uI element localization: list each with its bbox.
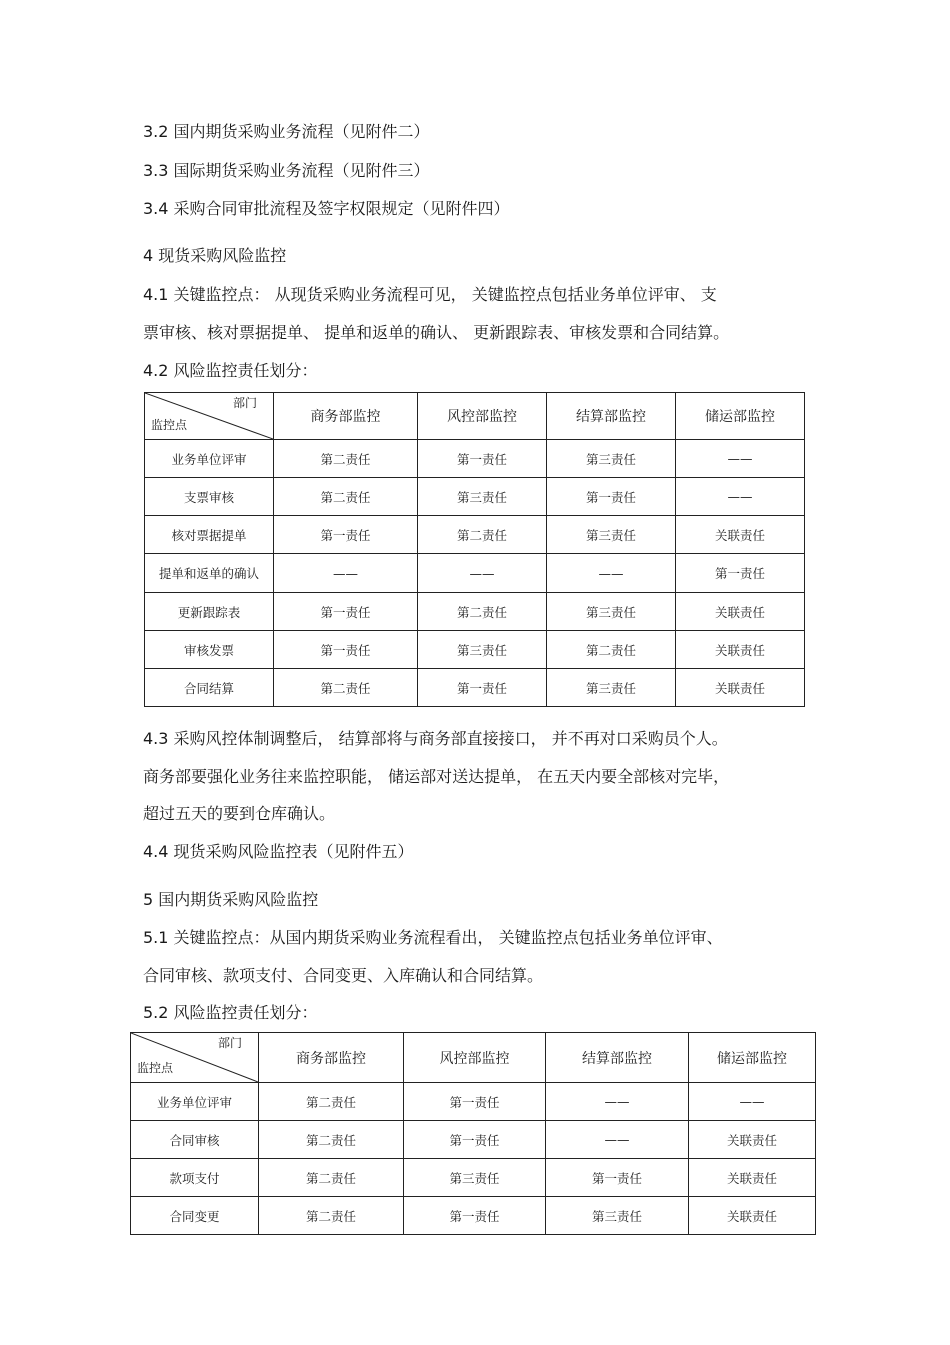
row-label: 提单和返单的确认 bbox=[145, 554, 274, 593]
line-3-3: 3.3 国际期货采购业务流程（见附件三） bbox=[143, 161, 430, 180]
table-cell: 第三责任 bbox=[547, 440, 676, 478]
table-cell: 第二责任 bbox=[418, 516, 547, 554]
table-cell: 第二责任 bbox=[274, 440, 418, 478]
header-cell: 商务部监控 bbox=[274, 393, 418, 440]
table-row bbox=[131, 1121, 816, 1159]
para-5-1-line1: 5.1 关键监控点：从国内期货采购业务流程看出， 关键监控点包括业务单位评审、 bbox=[143, 928, 723, 947]
table-row bbox=[131, 1083, 816, 1121]
table-cell: 关联责任 bbox=[676, 516, 805, 554]
table-header-row bbox=[131, 1033, 816, 1083]
row-label: 合同变更 bbox=[131, 1197, 259, 1235]
para-4-2: 4.2 风险监控责任划分： bbox=[143, 361, 318, 380]
table-cell: 第二责任 bbox=[418, 593, 547, 631]
table-cell: 第三责任 bbox=[404, 1159, 546, 1197]
line-3-2: 3.2 国内期货采购业务流程（见附件二） bbox=[143, 122, 430, 141]
table-cell: 第一责任 bbox=[274, 631, 418, 669]
table-row bbox=[145, 554, 805, 593]
line-3-4: 3.4 采购合同审批流程及签字权限规定（见附件四） bbox=[143, 199, 510, 218]
corner-label-dept: 部门 bbox=[232, 396, 257, 410]
table-cell: —— bbox=[418, 554, 547, 593]
table-cell: 关联责任 bbox=[689, 1197, 816, 1235]
header-cell: 结算部监控 bbox=[546, 1033, 689, 1083]
corner-label-dept: 部门 bbox=[217, 1036, 242, 1050]
table-cell: 关联责任 bbox=[676, 631, 805, 669]
para-4-4: 4.4 现货采购风险监控表（见附件五） bbox=[143, 842, 414, 861]
header-cell: 风控部监控 bbox=[404, 1033, 546, 1083]
header-cell: 风控部监控 bbox=[418, 393, 547, 440]
table-cell: —— bbox=[546, 1083, 689, 1121]
table-cell: 第三责任 bbox=[547, 516, 676, 554]
para-4-1-line1: 4.1 关键监控点： 从现货采购业务流程可见， 关键监控点包括业务单位评审、 支 bbox=[143, 285, 717, 304]
row-label: 业务单位评审 bbox=[145, 440, 274, 478]
risk-table-1 bbox=[144, 392, 805, 707]
table-cell: —— bbox=[546, 1121, 689, 1159]
table-row bbox=[145, 440, 805, 478]
table-row bbox=[145, 631, 805, 669]
table-cell: 第一责任 bbox=[418, 440, 547, 478]
table-cell: 第二责任 bbox=[274, 669, 418, 707]
table-header-row bbox=[145, 393, 805, 440]
table-row bbox=[131, 1197, 816, 1235]
para-5-2: 5.2 风险监控责任划分： bbox=[143, 1003, 318, 1022]
corner-cell bbox=[131, 1033, 259, 1083]
table-cell: —— bbox=[274, 554, 418, 593]
row-label: 合同结算 bbox=[145, 669, 274, 707]
row-label: 款项支付 bbox=[131, 1159, 259, 1197]
corner-label-point: 监控点 bbox=[151, 418, 188, 432]
table-cell: 关联责任 bbox=[689, 1121, 816, 1159]
header-cell: 储运部监控 bbox=[689, 1033, 816, 1083]
table-cell: 第一责任 bbox=[418, 669, 547, 707]
table-row bbox=[145, 516, 805, 554]
row-label: 更新跟踪表 bbox=[145, 593, 274, 631]
table-cell: 关联责任 bbox=[676, 593, 805, 631]
table-row bbox=[145, 593, 805, 631]
section-5-heading: 5 国内期货采购风险监控 bbox=[143, 890, 319, 909]
table-row bbox=[145, 669, 805, 707]
table-cell: 第三责任 bbox=[547, 669, 676, 707]
para-4-3-line2: 商务部要强化业务往来监控职能， 储运部对送达提单， 在五天内要全部核对完毕， bbox=[143, 767, 730, 786]
table-row bbox=[131, 1159, 816, 1197]
table-cell: 第一责任 bbox=[274, 516, 418, 554]
table-cell: 第二责任 bbox=[259, 1121, 404, 1159]
table-cell: 第二责任 bbox=[274, 478, 418, 516]
table-cell: —— bbox=[689, 1083, 816, 1121]
table-cell: 第二责任 bbox=[259, 1159, 404, 1197]
header-cell: 商务部监控 bbox=[259, 1033, 404, 1083]
row-label: 合同审核 bbox=[131, 1121, 259, 1159]
row-label: 支票审核 bbox=[145, 478, 274, 516]
table-cell: 第一责任 bbox=[546, 1159, 689, 1197]
table-cell: 第三责任 bbox=[418, 478, 547, 516]
table-cell: 关联责任 bbox=[676, 669, 805, 707]
table-cell: 第三责任 bbox=[547, 593, 676, 631]
para-4-3-line1: 4.3 采购风控体制调整后， 结算部将与商务部直接接口， 并不再对口采购员个人。 bbox=[143, 729, 728, 748]
para-5-1-line2: 合同审核、款项支付、合同变更、入库确认和合同结算。 bbox=[143, 966, 544, 985]
table-cell: 第二责任 bbox=[259, 1197, 404, 1235]
table-cell: —— bbox=[676, 478, 805, 516]
risk-table-2 bbox=[130, 1032, 816, 1235]
table-cell: —— bbox=[547, 554, 676, 593]
row-label: 核对票据提单 bbox=[145, 516, 274, 554]
corner-label-point: 监控点 bbox=[137, 1061, 174, 1075]
row-label: 业务单位评审 bbox=[131, 1083, 259, 1121]
table-cell: 第一责任 bbox=[676, 554, 805, 593]
table-cell: 第三责任 bbox=[546, 1197, 689, 1235]
section-4-heading: 4 现货采购风险监控 bbox=[143, 246, 287, 265]
table-cell: 第三责任 bbox=[418, 631, 547, 669]
table-cell: —— bbox=[676, 440, 805, 478]
para-4-1-line2: 票审核、核对票据提单、 提单和返单的确认、 更新跟踪表、审核发票和合同结算。 bbox=[143, 323, 730, 342]
header-cell: 储运部监控 bbox=[676, 393, 805, 440]
table-cell: 关联责任 bbox=[689, 1159, 816, 1197]
corner-cell bbox=[145, 393, 274, 440]
header-cell: 结算部监控 bbox=[547, 393, 676, 440]
para-4-3-line3: 超过五天的要到仓库确认。 bbox=[143, 804, 336, 823]
table-cell: 第一责任 bbox=[404, 1197, 546, 1235]
table-cell: 第二责任 bbox=[259, 1083, 404, 1121]
table-cell: 第一责任 bbox=[404, 1083, 546, 1121]
table-cell: 第一责任 bbox=[547, 478, 676, 516]
table-cell: 第一责任 bbox=[274, 593, 418, 631]
table-cell: 第一责任 bbox=[404, 1121, 546, 1159]
table-cell: 第二责任 bbox=[547, 631, 676, 669]
row-label: 审核发票 bbox=[145, 631, 274, 669]
table-row bbox=[145, 478, 805, 516]
